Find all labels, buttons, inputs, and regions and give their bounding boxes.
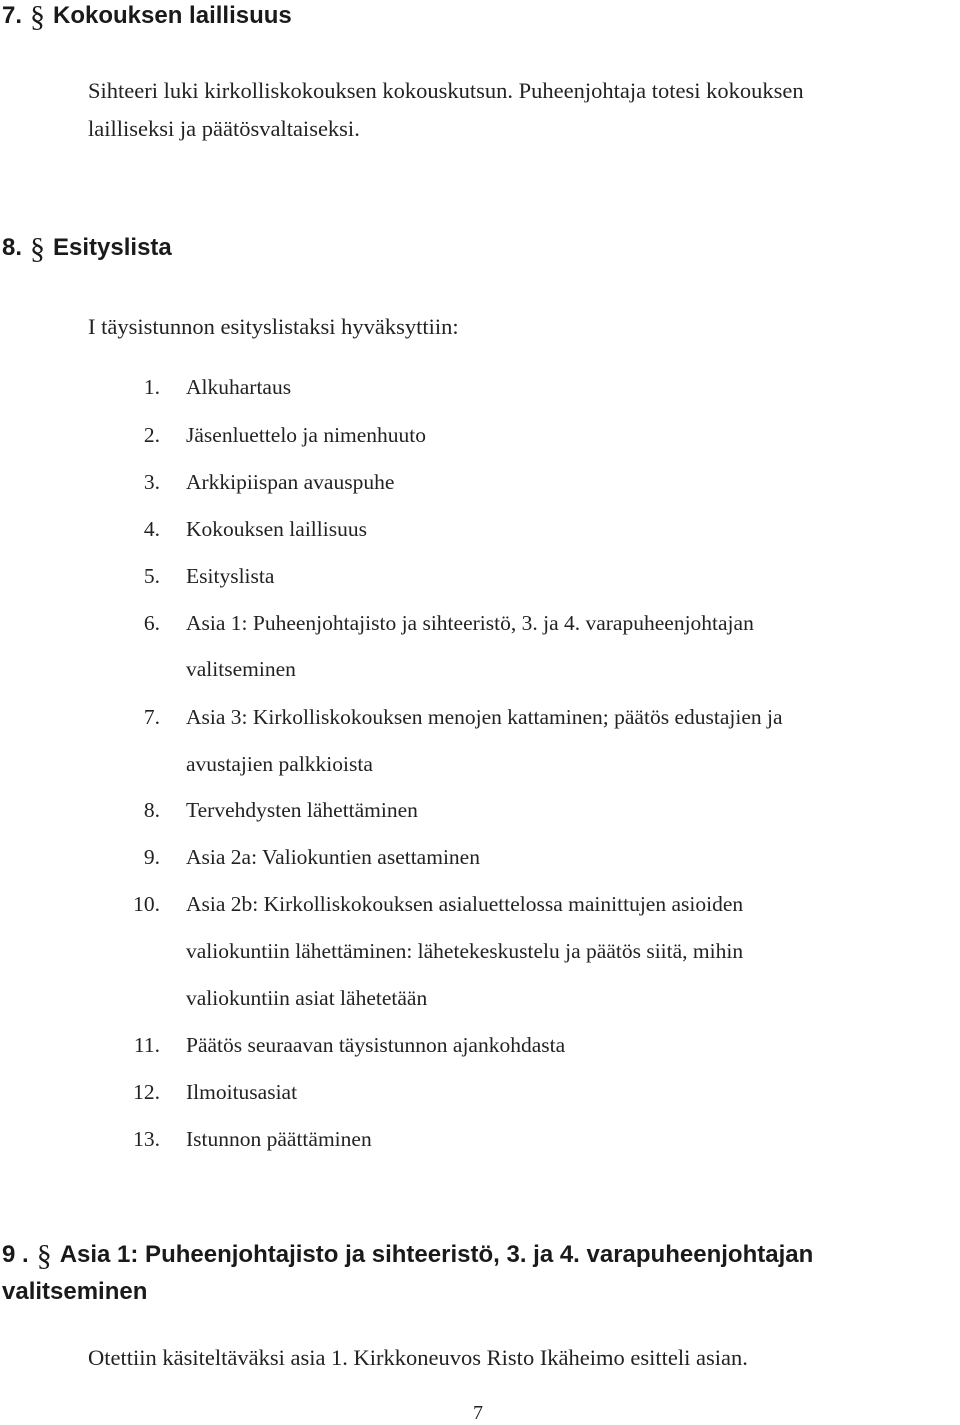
section-7-heading <box>2 2 292 31</box>
list-item <box>120 1032 940 1058</box>
agenda-intro: I täysistunnon esityslistaksi hyväksyttiin: <box>88 314 459 339</box>
item-number: 11. <box>133 1033 160 1057</box>
item-number: 8. <box>143 798 160 822</box>
item-number: 4. <box>143 517 160 541</box>
list-item <box>120 1079 940 1105</box>
item-text: Kokouksen laillisuus <box>186 517 367 541</box>
list-item <box>120 469 940 495</box>
section-symbol: § <box>30 232 46 265</box>
item-number: 7. <box>143 705 160 729</box>
item-text-continued: valitseminen <box>186 657 296 681</box>
item-number: 9. <box>143 845 160 869</box>
item-number: 1. <box>143 375 160 399</box>
list-item <box>120 704 940 778</box>
item-number: 5. <box>143 564 160 588</box>
section-number: 9 . <box>2 1241 29 1268</box>
item-text-continued: valiokuntiin lähettäminen: lähetekeskustelu ja päätös siitä, mihin <box>186 939 744 963</box>
section-7-body-line: lailliseksi ja päätösvaltaiseksi. <box>88 116 360 141</box>
item-text: Asia 3: Kirkolliskokouksen menojen kattaminen; päätös edustajien ja <box>186 705 783 729</box>
item-text-continued: valiokuntiin asiat lähetetään <box>186 986 428 1010</box>
section-title: Esityslista <box>53 234 172 261</box>
item-text-continued: avustajien palkkioista <box>186 752 373 776</box>
section-9-body: Otettiin käsiteltäväksi asia 1. Kirkkoneuvos Risto Ikäheimo esitteli asian. <box>88 1345 748 1370</box>
list-item <box>120 610 940 684</box>
item-number: 2. <box>143 423 160 447</box>
section-title: Asia 1: Puheenjohtajisto ja sihteeristö, 3. ja 4. varapuheenjohtajan <box>59 1241 814 1268</box>
item-number: 13. <box>133 1127 160 1151</box>
item-number: 3. <box>143 470 160 494</box>
section-9-heading <box>2 1241 813 1270</box>
list-item <box>120 422 940 448</box>
item-number: 10. <box>133 892 160 916</box>
page-number: 7 <box>473 1402 483 1424</box>
item-text: Arkkipiispan avauspuhe <box>186 470 395 494</box>
section-7-body-line: Sihteeri luki kirkolliskokouksen kokouskutsun. Puheenjohtaja totesi kokouksen <box>88 78 804 103</box>
item-text: Asia 2a: Valiokuntien asettaminen <box>186 845 480 869</box>
section-symbol: § <box>36 1239 52 1272</box>
list-item <box>120 516 940 542</box>
item-number: 6. <box>143 611 160 635</box>
section-number: 7. <box>2 2 23 29</box>
section-number: 8. <box>2 234 23 261</box>
item-text: Tervehdysten lähettäminen <box>186 798 418 822</box>
item-text: Asia 1: Puheenjohtajisto ja sihteeristö, 3. ja 4. varapuheenjohtajan <box>186 611 754 635</box>
list-item <box>120 891 940 1011</box>
section-title: Kokouksen laillisuus <box>53 2 292 29</box>
list-item <box>120 563 940 589</box>
item-number: 12. <box>133 1080 160 1104</box>
section-9-heading-continued: valitseminen <box>2 1278 148 1305</box>
item-text: Ilmoitusasiat <box>186 1080 298 1104</box>
item-text: Päätös seuraavan täysistunnon ajankohdasta <box>186 1033 566 1057</box>
item-text: Asia 2b: Kirkolliskokouksen asialuettelossa mainittujen asioiden <box>186 892 744 916</box>
list-item <box>120 374 940 400</box>
list-item <box>120 797 940 823</box>
section-8-heading <box>2 234 172 263</box>
list-item <box>120 844 940 870</box>
section-symbol: § <box>30 0 46 33</box>
item-text: Esityslista <box>186 564 275 588</box>
item-text: Jäsenluettelo ja nimenhuuto <box>186 423 427 447</box>
list-item <box>120 1126 940 1152</box>
item-text: Istunnon päättäminen <box>186 1127 372 1151</box>
item-text: Alkuhartaus <box>186 375 292 399</box>
